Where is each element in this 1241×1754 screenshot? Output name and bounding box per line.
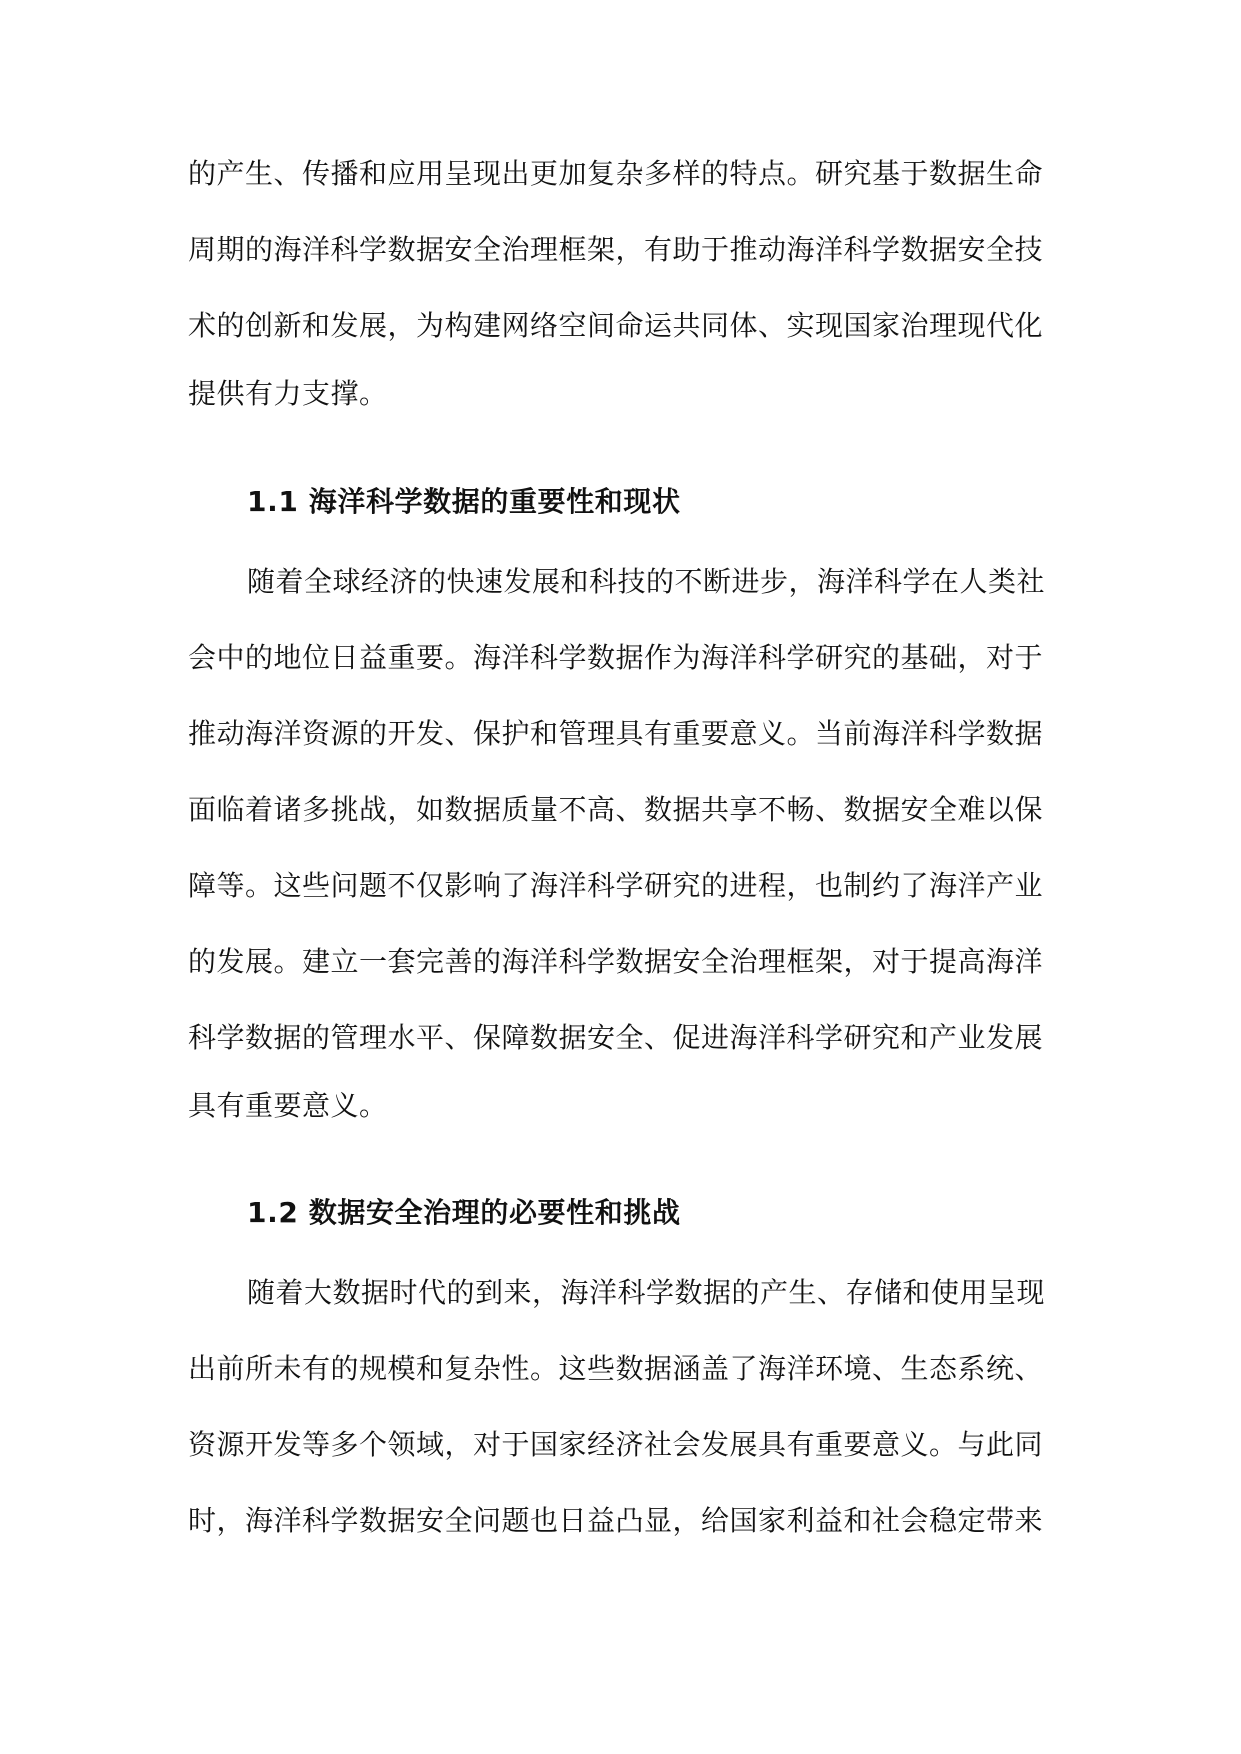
paragraph-line: 面临着诸多挑战，如数据质量不高、数据共享不畅、数据安全难以保 [188,793,1044,826]
paragraph-line: 随着大数据时代的到来，海洋科学数据的产生、存储和使用呈现 [247,1276,1046,1309]
paragraph-line: 周期的海洋科学数据安全治理框架，有助于推动海洋科学数据安全技 [188,233,1044,266]
paragraph-line: 具有重要意义。 [188,1089,388,1122]
paragraph-line: 科学数据的管理水平、保障数据安全、促进海洋科学研究和产业发展 [188,1021,1044,1054]
paragraph-line: 术的创新和发展，为构建网络空间命运共同体、实现国家治理现代化 [188,309,1044,342]
paragraph-line: 时，海洋科学数据安全问题也日益凸显，给国家利益和社会稳定带来 [188,1504,1044,1537]
paragraph-line: 资源开发等多个领域，对于国家经济社会发展具有重要意义。与此同 [188,1428,1044,1461]
paragraph-line: 提供有力支撑。 [188,377,388,410]
paragraph-line: 会中的地位日益重要。海洋科学数据作为海洋科学研究的基础，对于 [188,641,1044,674]
paragraph-line: 障等。这些问题不仅影响了海洋科学研究的进程，也制约了海洋产业 [188,869,1044,902]
paragraph-line: 的产生、传播和应用呈现出更加复杂多样的特点。研究基于数据生命 [188,157,1044,190]
section-heading-1-1: 1.1 海洋科学数据的重要性和现状 [247,485,681,518]
paragraph-line: 出前所未有的规模和复杂性。这些数据涵盖了海洋环境、生态系统、 [188,1352,1044,1385]
paragraph-line: 随着全球经济的快速发展和科技的不断进步，海洋科学在人类社 [247,565,1046,598]
section-heading-1-2: 1.2 数据安全治理的必要性和挑战 [247,1196,681,1229]
paragraph-line: 推动海洋资源的开发、保护和管理具有重要意义。当前海洋科学数据 [188,717,1044,750]
paragraph-line: 的发展。建立一套完善的海洋科学数据安全治理框架，对于提高海洋 [188,945,1044,978]
